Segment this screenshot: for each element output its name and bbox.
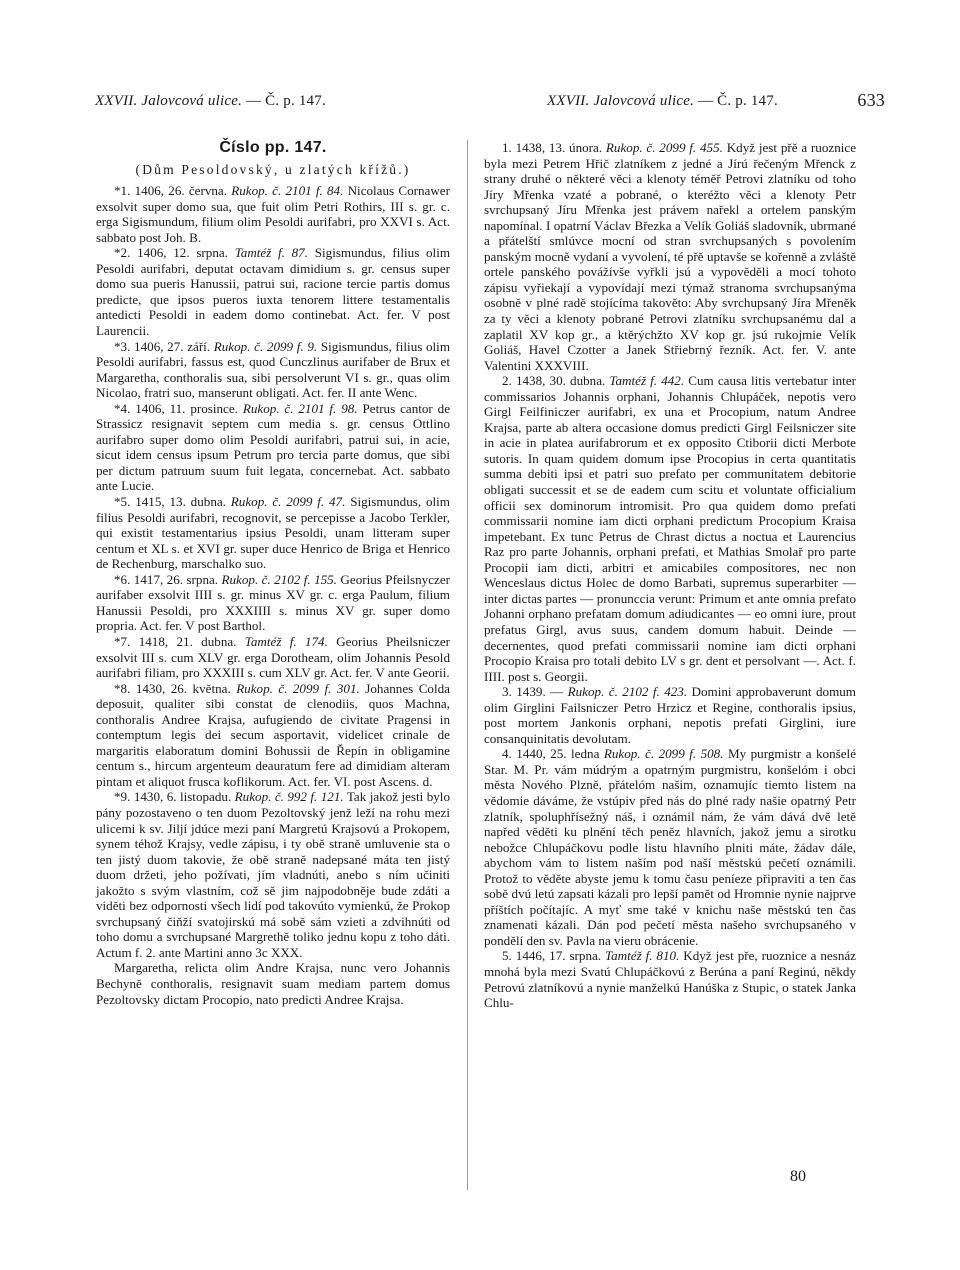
entry-date: 1406, 27. září. <box>134 338 211 354</box>
entry <box>96 494 450 572</box>
entry-date: 1417, 26. srpna. <box>133 571 219 587</box>
entry-date: 1438, 13. února. <box>515 140 603 155</box>
column-divider <box>467 140 468 1190</box>
entry <box>484 373 856 684</box>
entry-source-ref: Rukop. č. 2101 f. 98. <box>242 400 358 416</box>
entry <box>96 634 450 681</box>
entry-source-ref: Rukop. č. 2101 f. 84. <box>231 183 344 199</box>
entry-number: *9. <box>114 789 131 805</box>
section-subtitle: (Dům Pesoldovský, u zlatých křížů.) <box>135 161 411 177</box>
entry-text: Sigismundus, filius olim Pesoldi aurifabri, deputat octavam dimidium s. gr. census super domo sua pueris Hanussii, patrui sui, racione tercie partis domus predicte, que ipsos pueros iuxta tenorem littere testamentalis antedicti Pesoldi in eadem domo continebat. Act. fer. V post Laurencii. <box>96 245 451 339</box>
entry-text: Georius Pfeilsnyczer aurifaber exsolvit IIII s. gr. minus XV gr. c. erga Paulum, filium Hanussii Pesoldi, pro XXXIIII s. minus XV gr. super domo propria. Act. fer. V post Barthol. <box>96 571 451 634</box>
left-column <box>96 140 450 1007</box>
entry-number: *5. <box>114 494 131 510</box>
right-running-title-text: XXVII. Jalovcová ulice. <box>547 93 695 109</box>
entry <box>484 140 856 373</box>
entry <box>484 746 856 948</box>
entry <box>96 183 450 245</box>
entry-source-ref: Rukop. č. 2099 f. 9. <box>213 338 318 354</box>
entry-number: *8. <box>114 680 131 696</box>
page-number: 633 <box>857 90 885 110</box>
right-column <box>484 140 856 1011</box>
entry-source-ref: Tamtéž f. 810. <box>605 948 680 964</box>
signature-mark: 80 <box>790 1168 806 1185</box>
entry-number: 5. <box>502 948 512 964</box>
entry <box>96 789 450 960</box>
section-title: Číslo pp. 147. <box>219 139 327 156</box>
entry-source-ref: Tamtéž f. 442. <box>609 373 685 389</box>
entry-text: Georius Pheilsniczer exsolvit III s. cum XLV gr. erga Dorotheam, olim Johannis Pesold aurifabri filiam, pro XXXIII s. cum XLV gr. Act. fer. V ante Georii. <box>96 633 450 681</box>
entry-text: Domini approbaverunt domum olim Girglini Failsniczer Petro Hrzicz et Regine, conthoralis ipsius, post mortem Jankonis orphani, nepotis prefati Girglini, iure consanquinitatis devolutam. <box>484 684 856 746</box>
entry-source-ref: Rukop. č. 992 f. 121. <box>234 789 344 805</box>
running-head <box>95 90 885 123</box>
entry-number: *6. <box>114 571 131 587</box>
left-running-title-text: XXVII. Jalovcová ulice. <box>95 93 243 109</box>
entry <box>96 572 450 634</box>
entry <box>96 339 450 401</box>
entry-number: *4. <box>114 400 131 416</box>
right-running-title <box>547 93 778 110</box>
entry-date: 1440, 25. ledna <box>516 746 600 762</box>
entry-date: 1415, 13. dubna. <box>135 494 226 510</box>
entry <box>96 960 450 1007</box>
entry-number: 1. <box>502 140 512 155</box>
entry-date: 1406, 11. prosince. <box>135 400 238 416</box>
entry-source-ref: Rukop. č. 2099 f. 508. <box>603 746 724 762</box>
entry-text: Petrus cantor de Strassicz resignavit septem cum media s. gr. census Ottlino aurifabro super domo olim Pesoldi aurifabri, patrui sui, in acie, sicut idem census ipsum Petrum pro tercia parte domus, que sibi per dictum patruum suum fuit legata, concernebat. Act. sabbato ante Lucie. <box>96 400 451 494</box>
entry <box>96 401 450 494</box>
entry-source-ref: Rukop. č. 2099 f. 455. <box>605 140 723 155</box>
right-page-ref: — Č. p. 147. <box>697 93 778 109</box>
entry-date: 1430, 26. května. <box>135 680 231 696</box>
entry-text: Nicolaus Cornawer exsolvit super domo sua, que fuit olim Petri Rothirs, III s. gr. c. erga Sigismundum, filium olim Pesoldi aurifabri, pro XXVI s. Act. sabbato post Joh. B. <box>96 183 450 245</box>
entry-date: 1406, 12. srpna. <box>137 245 228 261</box>
right-entries <box>484 140 856 1011</box>
entry-number: 3. <box>502 684 512 700</box>
entry-number: 2. <box>502 373 512 389</box>
entry <box>484 948 856 1010</box>
entry-number: *2. <box>114 245 131 261</box>
entry-source-ref: Rukop. č. 2102 f. 423. <box>567 684 688 700</box>
entry-source-ref: Rukop. č. 2102 f. 155. <box>221 571 337 587</box>
entry-source-ref: Rukop. č. 2099 f. 47. <box>230 494 346 510</box>
entry-text: Cum causa litis vertebatur inter commissarios Johannis orphani, Johannis Chlupáček, nepotis vero Girgl Feilfiniczer aurifabri, ex una et Procopium, natum Andree Krajsa, parte ab altera occasione domus predicti Girgl Feilsniczer site in acie in platea aurifabrorum et ex opposito Ctiborii dicti Merbote sutoris. In quam quidem domum ipse Procopius in certa quantitatis summa debiti ipsi et patri suo prefato per communitatem debitorie obligati successit et se de eadem cum scitu et voluntate officialium officii sex dominorum intromisit. Pro qua quidem domo prefati commissarii nomine iam dicti orphani predictum Procopium Kraisa impetebant. Ex tunc Petrus de Chrast dictus a noctua et Laurencius Raz pro parte Johannis, orphani prefati, et Mathias Smolař pro parte Procopii iam dicti, arbitri et amicabiles compositores, nec non Wenceslaus dictus Holec de domo Barbati, supremus superarbiter — inter dictas partes — pronunccia verunt: Primum et ante omnia prefato Johanni orphano prefatam domum adiudicantes — eo omni iure, prout prefatus Girgl, avus suus, candem domum habuit. Deinde — decernentes, quod prefati commissarii nomine iam dicti orphani Procopio Kraisa pro totali debito LV s gr. dent et persolvant —. Act. f. IIII. post s. Georgii. <box>484 373 856 684</box>
entry-text: Tak jakož jesti bylo pány pozostaveno o ten duom Pezoltovský jenž leží na rohu mezi ulicemi k sv. Jiljí jdúce mezi paní Margretú Krajsovú a Prokopem, synem téhož Krajsy, vedle zápisu, i ty obě straně umluvenie sta o ten jistý duom takovie, že obě straně nadepsané máta ten jistý duom držeti, jeho požívati, jím vladnúti, anebo s ním učiniti jakožto s svým vlastním, což sě jim najpodobněje bude zdáti a viděti bez odpornosti všech lidí pod takovúto vymienkú, že Prokop svrchupsaný čiňží svatojirskú má sobě sám vzieti a zdvihnúti od toho domu a svrchupsané Margrethě toliko jednu kopu z toho dáti. Actum f. 2. ante Martini anno 3c XXX. <box>96 789 450 960</box>
entry-number: *1. <box>114 183 131 199</box>
entry-date: 1438, 30. dubna. <box>515 373 606 389</box>
entry-date: 1439. — <box>516 684 564 700</box>
entry-number: *7. <box>114 633 131 649</box>
entry-source-ref: Tamtéž f. 174. <box>244 633 328 649</box>
entry-text: Johannes Colda deposuit, qualiter sibi constat de clenodiis, quos Machna, conthoralis Andree Krajsa, aufugiendo de civitate Pragensi in contemptum legis dei secum asportavit, videlicet crinale de margaritis elaboratum domini Bohussii de Řepín in obligamine centum s., hircum argenteum deauratum fere ad dimidiam alteram pintam et aliquot frusca koflikorum. Act. fer. VI. post Ascens. d. <box>96 680 450 789</box>
entry-source-ref: Rukop. č. 2099 f. 301. <box>236 680 360 696</box>
entry-number: 4. <box>502 746 512 762</box>
entry-date: 1446, 17. srpna. <box>515 948 602 964</box>
entry <box>484 684 856 746</box>
entry-text: Sigismundus, filius olim Pesoldi aurifabri, fassus est, quod Cunczlinus aurifaber de Brux et Margaretha, conthoralis sua, sibi persolverunt VI s. gr., quas olim Nicolao, fratri suo, manserunt obligati. Act. fer. II ante Wenc. <box>96 338 450 401</box>
entry-text: My purgmistr a konšelé Star. M. Pr. vám múdrým a opatrným purgmistru, konšelóm i obci města Nového Plzně, přátelóm našim, oznamujíc tiemto listem na vědomie dáváme, že vstúpiv před nás do plné rady našie opatrný Petr zlatník, spoluphřísežný náš, i oznámil nám, že vám dává dvě letě napřed věděti ku plnění těch peněz hlavních, jakož jemu a sirotku nebožce Chlupáčkovu podle listu hlavního plniti máte, žádav dále, abychom vám to listem naším pod naší městskú pečetí oznámili. Protož to věděte abyste jemu k tomu času peníeze připraviti a ten čas sobě dvú letú zapsati kázali pro lepší pamět od Hromnie nynie najprve příštích počítajíc. A myť sme také v knichu naše městskú ten čas znamenati kázali. Dán pod pečetí města našeho svrchupsaného v pondělí den sv. Pavla na vieru obrácenie. <box>484 746 857 948</box>
left-running-title <box>95 93 326 110</box>
left-entries <box>96 183 450 1007</box>
entry-text: Sigismundus, olim filius Pesoldi aurifabri, recognovit, se percepisse a Jacobo Terkler, qui existit testamentarius ipsius Pesoldi, unam litteram super centum et XL s. et XVI gr. super duce Henrico de Briga et Henrico de Rechenburg, marschalko suo. <box>96 494 450 572</box>
entry-date: 1418, 21. dubna. <box>138 633 237 649</box>
entry-text: Když jest pře, ruoznice a nesnáz mnohá byla mezi Svatú Chlupáčkovú z Berúna a paní Reginú, někdy Petrovú zlatníkovú a nynie manželkú Hanúška z Stupic, o statek Janka Chlu- <box>484 948 856 1011</box>
left-page-ref: — Č. p. 147. <box>245 93 326 109</box>
entry-text: Když jest přě a ruoznice byla mezi Petrem Hřič zlatníkem z jedné a Jírú řečeným Mřenck z strany druhé o některé věci a klenoty téměř Petrovi zlatníku od toho Jíry Mřenka vzaté a pobrané, o kteréžto věci a klenoty Petr svrchupsaný Jíru Mřenka jest právem nařekl a ortelem panským napomínal. I opatrní Václav Březka a Velík Goliáš sladovník, ubrmané a přátelští smlúvce mocní od stran svrchupsaných s povolením panským mocně vydaní a vyvolení, té přě uptavše se kořenně a zvláště ortele panského povážívše vyřkli jsú a vypověděli a mocí tohoto zápisu vyřiekají a vypovídají mezi týmaž stranoma svrchupsanýma osobně v plné radě stojícíma takověto: Aby svrchupsaný Jíra Mřeněk za ty věci a klenoty pobrané Petrovi zlatníku svrchupsanému dal a zaplatil XV kop gr., a ktěrýchžto XV kop gr. jsú rukojmie Velík Goliáš, Havel Czotter a Janek Střiebrný řezník. Act. fer. V. ante Valentini XXXVIII. <box>484 140 857 373</box>
entry-source-ref: Tamtéž f. 87. <box>234 245 309 261</box>
entry-number: *3. <box>114 338 131 354</box>
entry-date: 1406, 26. června. <box>134 183 228 199</box>
entry <box>96 681 450 790</box>
entry-text: Margaretha, relicta olim Andre Krajsa, nunc vero Johannis Bechyně conthoralis, resignavit suam mediam partem domus Pezoltovsky dictam Procopio, nato predicti Andree Krajsa. <box>96 960 450 1007</box>
entry <box>96 245 450 338</box>
entry-date: 1430, 6. listopadu. <box>133 789 232 805</box>
